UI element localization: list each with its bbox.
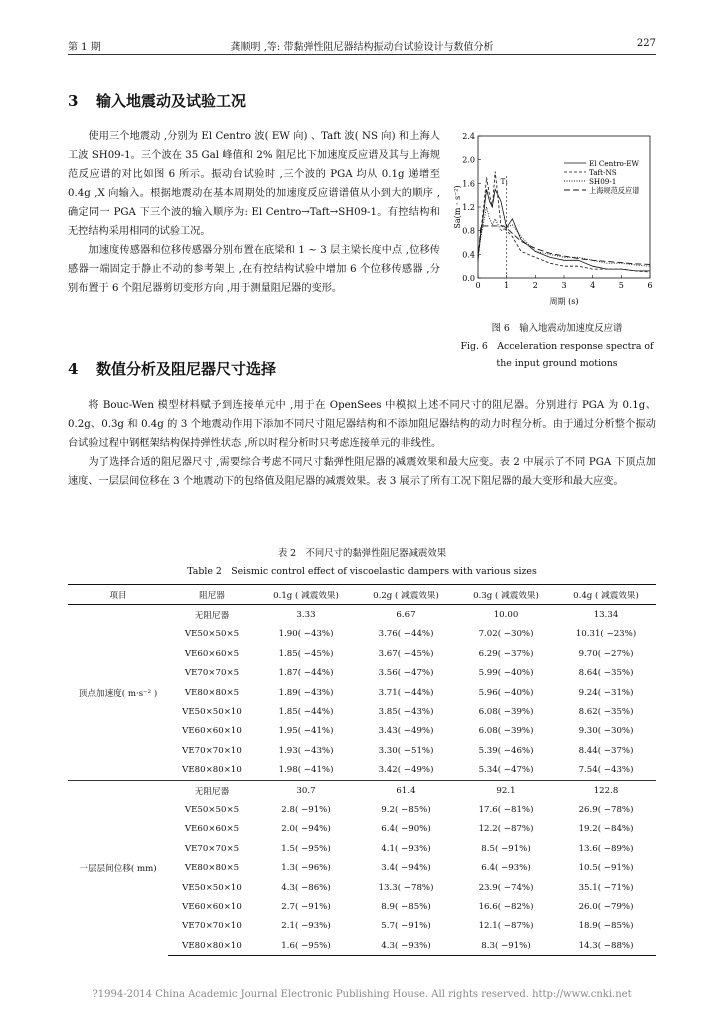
- table-cell: 1.85( −45%): [278, 648, 334, 659]
- damper-size-cell: 无阻尼器: [194, 611, 230, 622]
- damper-size-cell: VE50×50×5: [184, 804, 240, 815]
- table-cell: 8.5( −91%): [481, 843, 531, 854]
- section-3-title: 输入地震动及试验工况: [96, 92, 247, 110]
- table-cell: 3.30( −51%): [378, 745, 434, 756]
- table-cell: 1.90( −43%): [278, 629, 334, 640]
- table-cell: 26.0( −79%): [578, 901, 634, 912]
- running-title: 龚顺明 ,等: 带黏弹性阻尼器结构振动台试验设计与数值分析: [230, 42, 494, 53]
- section-3-heading: [68, 90, 246, 111]
- x-tick-label: 6: [647, 281, 653, 290]
- table-cell: 6.08( −39%): [478, 726, 534, 737]
- table-cell: 1.93( −43%): [278, 745, 334, 756]
- section-4-heading: [68, 358, 276, 379]
- legend-label: Taft-NS: [589, 168, 617, 177]
- table-cell: 1.87( −44%): [278, 668, 334, 679]
- table-cell: 9.24( −31%): [578, 687, 634, 698]
- damper-size-cell: VE80×80×10: [182, 765, 242, 776]
- table-header: 0.2g ( 减震效果): [356, 585, 456, 605]
- table-cell: 26.9( −78%): [578, 804, 634, 815]
- table-cell: 3.67( −45%): [378, 648, 434, 659]
- damper-size-cell: VE70×70×10: [182, 745, 242, 756]
- section-3-body: [68, 127, 440, 298]
- x-tick-label: 4: [590, 281, 596, 290]
- section-3-number: 3: [68, 92, 79, 110]
- table-cell: 4.3( −86%): [281, 882, 331, 893]
- y-tick-label: 1.2: [462, 203, 475, 212]
- table-cell: 8.9( −85%): [381, 901, 431, 912]
- table-cell: 9.70( −27%): [578, 648, 634, 659]
- table-cell: 2.8( −91%): [281, 804, 331, 815]
- table-cell: 3.42( −49%): [378, 765, 434, 776]
- table-cell: 3.43( −49%): [378, 726, 434, 737]
- damper-effect-table: [68, 584, 656, 956]
- table-cell: 5.34( −47%): [478, 765, 534, 776]
- table-cell: 2.7( −91%): [281, 901, 331, 912]
- damper-size-cell: VE60×60×10: [182, 726, 242, 737]
- table-cell: 3.4( −94%): [381, 863, 431, 874]
- table-header-row: [68, 585, 656, 605]
- chart-legend: [564, 159, 640, 195]
- table-cell: 10.00: [493, 610, 519, 621]
- table-cell: 13.6( −89%): [578, 843, 634, 854]
- section-4-paragraph-1: 将 Bouc-Wen 模型材料赋予到连接单元中 ,用于在 OpenSees 中模拟上述不同尺寸的阻尼器。分别进行 PGA 为 0.1g、0.2g、0.3g 和 0.4g 的 3 个地震动作用下添加不同尺寸阻尼器结构和不添加阻尼器结构的动力时程分析。由于通过分析整个振动台试验过程中钢框架结构保持弹性状态 ,所以时程分析时只考虑连接单元的非线性。: [68, 400, 656, 449]
- table-header: 项目: [68, 585, 168, 605]
- damper-size-cell: VE80×80×5: [184, 863, 240, 874]
- section-4-paragraph-2: 为了选择合适的阻尼器尺寸 ,需要综合考虑不同尺寸黏弹性阻尼器的减震效果和最大应变。表 2 中展示了不同 PGA 下顶点加速度、一层层间位移在 3 个地震动下的包络值及阻尼器的减震效果。表 3 展示了所有工况下阻尼器的最大变形和最大应变。: [68, 457, 656, 487]
- table-cell: 8.44( −37%): [578, 745, 634, 756]
- table-header: 0.3g ( 减震效果): [456, 585, 556, 605]
- response-spectra-chart: [452, 128, 662, 318]
- table-header: 阻尼器: [168, 585, 256, 605]
- legend-label: 上海规范反应谱: [589, 186, 640, 195]
- table-cell: 6.4( −93%): [481, 863, 531, 874]
- section-3-paragraph-2: 加速度传感器和位移传感器分别布置在底梁和 1 ~ 3 层主梁长度中点 ,位移传感器一端固定于静止不动的参考架上 ,在有控结构试验中增加 6 个位移传感器 ,分别布置于 6 个阻尼器剪切变形方向 ,用于测量阻尼器的变形。: [68, 245, 440, 294]
- table-cell: 3.76( −44%): [378, 629, 434, 640]
- table-row: [68, 780, 656, 800]
- table-cell: 122.8: [556, 780, 656, 800]
- table-cell: 4.1( −93%): [381, 843, 431, 854]
- table-cell: 4.3( −93%): [356, 936, 456, 956]
- table-cell: 3.56( −47%): [378, 668, 434, 679]
- table-cell: 6.29( −37%): [478, 648, 534, 659]
- y-tick-label: 2.4: [462, 132, 475, 141]
- table-cell: 17.6( −81%): [478, 804, 534, 815]
- table-cell: 9.30( −30%): [578, 726, 634, 737]
- x-axis-label: 周期 (s): [549, 297, 579, 306]
- table-header: 0.4g ( 减震效果): [556, 585, 656, 605]
- table-cell: 5.39( −46%): [478, 745, 534, 756]
- legend-label: El Centro-EW: [589, 159, 639, 168]
- table-header: 0.1g ( 减震效果): [256, 585, 356, 605]
- table-body: [68, 605, 656, 956]
- table-cell: 16.6( −82%): [478, 901, 534, 912]
- x-tick-label: 1: [504, 281, 510, 290]
- damper-size-cell: VE50×50×10: [182, 882, 242, 893]
- table-cell: 5.7( −91%): [381, 921, 431, 932]
- table-cell: 92.1: [456, 780, 556, 800]
- x-tick-label: 2: [532, 281, 538, 290]
- table-cell: 7.02( −30%): [478, 629, 534, 640]
- table-cell: 1.95( −41%): [278, 726, 334, 737]
- table-cell: 10.31( −23%): [575, 629, 637, 640]
- table-cell: 19.2( −84%): [578, 824, 634, 835]
- y-tick-label: 1.6: [462, 179, 475, 189]
- damper-size-cell: VE60×60×5: [184, 648, 240, 659]
- table-row: [68, 605, 656, 625]
- table-cell: 5.96( −40%): [478, 687, 534, 698]
- table-cell: 6.4( −90%): [381, 824, 431, 835]
- damper-size-cell: VE70×70×5: [184, 668, 240, 679]
- section-3-paragraph-1: 使用三个地震动 ,分别为 El Centro 波( EW 向) 、Taft 波( NS 向) 和上海人工波 SH09-1。三个波在 35 Gal 峰值和 2% 阻尼比下加速度反应谱及其与上海规范反应谱的对比如图 6 所示。振动台试验时 ,三个波的 PGA 均从 0.1g 递增至 0.4g ,X 向输入。根据地震动在基本周期处的加速度反应谱谱值从小到大的顺序 ,确定同一 PGA 下三个波的输入顺序为: El Centro→Taft→SH09-1。有控结构和无控结构采用相同的试验工况。: [68, 131, 440, 237]
- damper-size-cell: VE80×80×5: [184, 687, 240, 698]
- table-cell: 1.3( −96%): [281, 863, 331, 874]
- table-cell: 9.2( −85%): [381, 804, 431, 815]
- table-cell: 1.98( −41%): [278, 765, 334, 776]
- y-tick-label: 0.8: [462, 226, 475, 236]
- table-cell: 12.1( −87%): [478, 921, 534, 932]
- page-number: 227: [636, 38, 656, 49]
- x-tick-label: 3: [561, 281, 567, 290]
- table-caption-en: Table 2 Seismic control effect of viscoelastic dampers with various sizes: [187, 566, 537, 577]
- table-cell: 23.9( −74%): [478, 882, 534, 893]
- damper-size-cell: VE70×70×5: [184, 843, 240, 854]
- table-cell: 6.67: [396, 610, 416, 621]
- y-tick-label: 0.4: [462, 250, 475, 260]
- table-cell: 3.71( −44%): [378, 687, 434, 698]
- x-tick-label: 5: [618, 281, 624, 290]
- y-tick-label: 2.0: [462, 155, 475, 165]
- table-cell: 10.5( −91%): [578, 863, 634, 874]
- table-cell: 8.64( −35%): [578, 668, 634, 679]
- damper-size-cell: VE60×60×10: [182, 901, 242, 912]
- table-cell: 14.3( −88%): [556, 936, 656, 956]
- x-tick-label: 0: [475, 281, 481, 290]
- damper-size-cell: VE50×50×5: [184, 629, 240, 640]
- table-group-label: 一层层间位移( mm): [68, 780, 168, 956]
- y-axis-label: Sa(m · s⁻²): [453, 185, 462, 229]
- table-cell: 18.9( −85%): [578, 921, 634, 932]
- table-caption-cn: 表 2 不同尺寸的黏弹性阻尼器减震效果: [277, 548, 447, 559]
- figure-caption-cn: 图 6 输入地震动加速度反应谱: [491, 323, 623, 334]
- damper-size-cell: VE70×70×10: [182, 921, 242, 932]
- table-cell: 30.7: [256, 780, 356, 800]
- table-cell: 8.3( −91%): [456, 936, 556, 956]
- table-cell: 7.54( −43%): [578, 765, 634, 776]
- series-line-0: [478, 189, 650, 271]
- legend-label: SH09-1: [589, 177, 617, 186]
- table-cell: 13.34: [593, 610, 619, 621]
- table-cell: 2.1( −93%): [281, 921, 331, 932]
- damper-size-cell: VE60×60×5: [184, 824, 240, 835]
- section-4-title: 数值分析及阻尼器尺寸选择: [96, 360, 277, 378]
- series-line-3: [478, 226, 650, 265]
- table-cell: 12.2( −87%): [478, 824, 534, 835]
- table-cell: 3.33: [296, 610, 316, 621]
- period-marker-label: T₁: [500, 178, 509, 186]
- damper-size-cell: VE80×80×10: [168, 936, 256, 956]
- figure-caption-en: Fig. 6 Acceleration response spectra of the input ground motions: [460, 341, 654, 369]
- table-cell: 3.85( −43%): [378, 707, 434, 718]
- copyright-footer: ?1994-2014 China Academic Journal Electronic Publishing House. All rights reserved. http://www.cnki.net: [92, 989, 632, 1000]
- table-cell: 8.62( −35%): [578, 707, 634, 718]
- table-cell: 1.5( −95%): [281, 843, 331, 854]
- table-cell: 2.0( −94%): [281, 824, 331, 835]
- table-group-label: 顶点加速度( m·s⁻² ): [78, 688, 158, 699]
- table-cell: 61.4: [356, 780, 456, 800]
- issue-number: 第 1 期: [68, 42, 101, 53]
- table-cell: 35.1( −71%): [578, 882, 634, 893]
- plot-frame: [478, 136, 650, 278]
- damper-size-cell: 无阻尼器: [168, 780, 256, 800]
- section-4-body: [68, 396, 656, 491]
- damper-size-cell: VE50×50×10: [182, 707, 242, 718]
- section-4-number: 4: [68, 360, 79, 378]
- table-cell: 1.89( −43%): [278, 687, 334, 698]
- table-cell: 1.6( −95%): [256, 936, 356, 956]
- y-tick-label: 0.0: [462, 274, 475, 283]
- table-cell: 5.99( −40%): [478, 668, 534, 679]
- table-cell: 6.08( −39%): [478, 707, 534, 718]
- table-cell: 13.3( −78%): [378, 882, 434, 893]
- table-cell: 1.85( −44%): [278, 707, 334, 718]
- running-header: [68, 38, 656, 55]
